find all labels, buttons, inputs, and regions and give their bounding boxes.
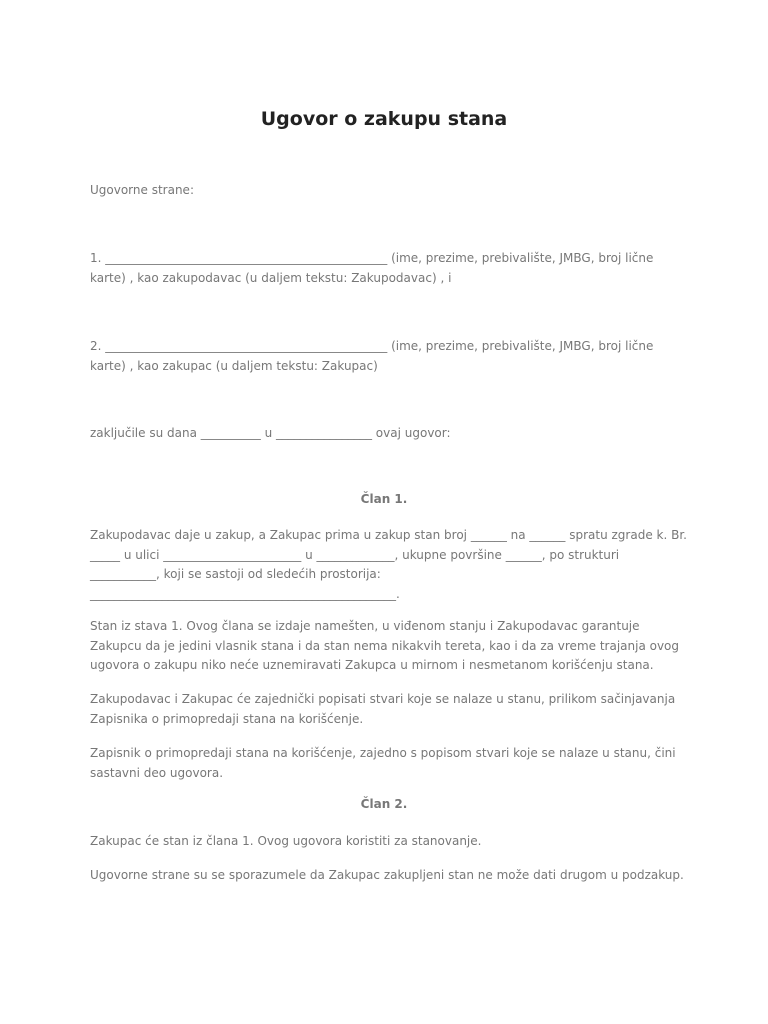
article-1-paragraph-4: Zapisnik o primopredaji stana na korišćenje, zajedno s popisom stvari koje se nalaze u stanu, čini sastavni deo ugovora.: [90, 746, 676, 780]
article-2-paragraph-2: Ugovorne strane su se sporazumele da Zakupac zakupljeni stan ne može dati drugom u podzakup.: [90, 868, 684, 882]
article-2-paragraph-1: Zakupac će stan iz člana 1. Ovog ugovora koristiti za stanovanje.: [90, 834, 482, 848]
article-2-heading: Član 2.: [360, 797, 408, 811]
article-1-paragraph-2: Stan iz stava 1. Ovog člana se izdaje namešten, u viđenom stanju i Zakupodavac garantuje Zakupcu da je jedini vlasnik stana i da stan nema nikakvih tereta, kao i da za vreme trajanja ovog ugovora o zakupu niko neće uznemiravati Zakupca u mirnom i nesmetanom korišćenju stana.: [90, 619, 680, 672]
article-1-paragraph-3: Zakupodavac i Zakupac će zajednički popisati stvari koje se nalaze u stanu, prilikom sačinjavanja Zapisnika o primopredaji stana na korišćenje.: [90, 692, 676, 726]
party-2-paragraph: 2. _______________________________________________ (ime, prezime, prebivalište, JMBG, broj lične karte) , kao zakupac (u daljem tekstu: Zakupac): [90, 339, 654, 373]
concluded-paragraph: zaključile su dana __________ u ________________ ovaj ugovor:: [90, 426, 451, 440]
article-1-paragraph-1: Zakupodavac daje u zakup, a Zakupac prima u zakup stan broj ______ na ______ spratu zgrade k. Br. _____ u ulici _______________________ u _____________, ukupne površine ______, po strukturi ___________, koji se sastoji od sledećih prostorija: ___________________________________________________.: [90, 528, 687, 601]
party-1-paragraph: 1. _______________________________________________ (ime, prezime, prebivalište, JMBG, broj lične karte) , kao zakupodavac (u daljem tekstu: Zakupodavac) , i: [90, 251, 654, 285]
document-title: Ugovor o zakupu stana: [260, 108, 508, 130]
article-1-heading: Član 1.: [360, 492, 408, 506]
parties-label: Ugovorne strane:: [90, 183, 194, 197]
